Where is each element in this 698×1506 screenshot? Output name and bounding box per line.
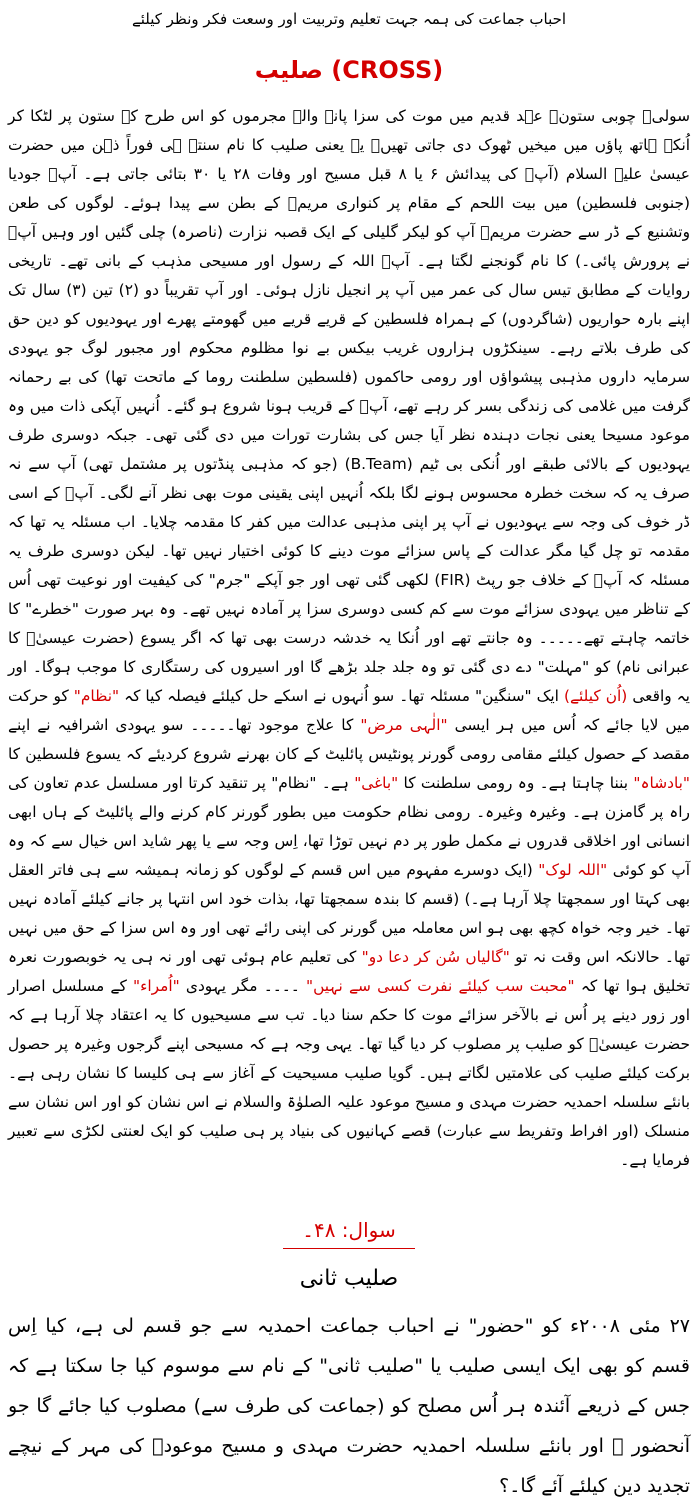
body-paragraph: کی تعلیم عام ہوئی تھی اور نہ ہی یہ خوبصورت نعرہ تخلیق ہوا تھا کہ — [8, 948, 690, 995]
highlight-text: (اُن کیلئے) — [563, 687, 628, 705]
highlight-text: "محبت سب کیلئے نفرت کسی سے نہیں" — [306, 977, 575, 995]
body-paragraph: کے مسلسل اصرار اور زور دینے پر اُس نے بالآخر سزائے موت کا حکم سنا دیا۔ تب سے مسیحیوں کا یہ اعتقاد چلا آرہا ہے کہ حضرت عیسیٰؑ کو صلیب پر مصلوب کر دیا گیا تھا۔ یہی وجہ ہے کہ مسیحی اپنے گرجوں وغیرہ پر حصول برکت کیلئے صلیب کی علامتیں لگاتے ہیں۔ گویا صلیب مسیحیت کے آغاز سے ہی کلیسا کا نشان رہی ہے۔ بانئے سلسلہ احمدیہ حضرت مہدی و مسیح موعود علیہ الصلوٰۃ والسلام نے اس نشان کو اور اس نشان سے منسلک (اور افراط وتفریط سے عبارت) قصے کہانیوں کی بنیاد پر ہی صلیب کو ایک لعنتی لکڑی سے تعبیر فرمایا ہے۔ — [8, 977, 690, 1169]
question-text: ۲۷ مئی ۲۰۰۸ء کو "حضور" نے احباب جماعت احمدیہ سے جو قسم لی ہے، کیا اِس قسم کو بھی ایک ایسی صلیب یا "صلیب ثانی" کے نام سے موسوم کیا جا سکتا ہے کہ جس کے ذریعے آئندہ ہر اُس مصلح کو (جماعت کی طرف سے) مصلوب کیا جائے گا جو آنحضور ﷺ اور بانئے سلسلہ احمدیہ حضرت مہدی و مسیح موعودؑ کی مہر کے نیچے تجدید دین کیلئے آئے گا۔؟ — [8, 1315, 691, 1497]
question-subtitle: صلیب ثانی — [299, 1266, 399, 1291]
body-paragraph: ہے۔ "نظام" پر تنقید کرتا اور مسلسل عدم تعاون کی راہ پر گامزن ہے۔ وغیرہ وغیرہ۔ رومی نظام حکومت میں بطور گورنر کام کرنے والے پائلیٹ کے ہاں ابھی انسانی اور اخلاقی قدروں نے مکمل طور پر دم نہیں توڑا تھا، اِس وجہ سے یا پھر شاید اس خیال سے کہ وہ آپ کو کوئی — [8, 774, 690, 879]
page-header: احباب جماعت کی ہمہ جہت تعلیم وتربیت اور وسعت فکر ونظر کیلئے — [131, 10, 567, 28]
highlight-text: "بادشاہ" — [633, 774, 690, 792]
body-paragraph: کا علاج موجود تھا۔۔۔۔۔ سو یہودی اشرافیہ نے اپنے مقصد کے حصول کیلئے مقامی رومی گورنر پونٹیس پائلیٹ کے کان بھرنے شروع کردیئے کہ یسوع فلسطین کا — [8, 716, 690, 763]
highlight-text: "الٰہی مرض" — [360, 716, 448, 734]
article-title: صلیب (CROSS) — [254, 56, 444, 84]
body-paragraph: ایک "سنگین" مسئلہ تھا۔ سو اُنہوں نے اسکے حل کیلئے فیصلہ کیا کہ — [124, 687, 559, 705]
highlight-text: "گالیاں سُن کر دعا دو" — [361, 948, 510, 966]
highlight-text: "اُمراء" — [133, 977, 180, 995]
highlight-text: "اللہ لوک" — [538, 861, 608, 879]
highlight-text: "باغی" — [354, 774, 399, 792]
question-underline — [283, 1248, 415, 1249]
article-body — [8, 102, 690, 1175]
body-paragraph: بننا چاہتا ہے۔ وہ رومی سلطنت کا — [403, 774, 629, 792]
body-paragraph: (ایک دوسرے مفہوم میں اس قسم کے لوگوں کو زمانہ ہمیشہ سے ہی فاتر العقل بھی کہتا اور سمجھتا چلا آرہا ہے۔) (قسم کا بندہ سمجھتا تھا، بذات خود اس انتہا پر جانے کیلئے آمادہ نہیں تھا۔ خیر وجہ خواہ کچھ بھی ہو اس معاملہ میں گورنر کی اپنی رائے تھی اور وہ اس سزا کے حق میں نہیں تھا۔ حالانکہ اس وقت نہ تو — [8, 861, 690, 966]
body-paragraph: کو حرکت میں لایا جائے کہ اُس میں ہر ایسی — [8, 687, 690, 734]
highlight-text: "نظام" — [73, 687, 120, 705]
body-paragraph: سولی۔ چوبی ستون۔ عہد قدیم میں موت کی سزا پانے والے مجرموں کو اس طرح کے ستون پر لٹکا کر اُنکے ہاتھ پاؤں میں میخیں ٹھوک دی جاتی تھیں۔ یہ یعنی صلیب کا نام سنتے ہی فوراً ذہن میں حضرت عیسیٰ علیہ السلام (آپؑ کی پیدائش ۶ یا ۸ قبل مسیح اور وفات ۲۸ یا ۳۰ بتائی جاتی ہے۔ آپؑ جودیا (جنوبی فلسطین) میں بیت اللحم کے مقام پر کنواری مریمؑ کے بطن سے پیدا ہوئے۔ لوگوں کی طعن وتشنیع کے ڈر سے حضرت مریمؑ آپ کو لیکر گلیلی کے ایک قصبہ نزارت (ناصرہ) چلی گئیں اور وہیں آپؑ نے پرورش پائی۔) کا نام گونجنے لگتا ہے۔ آپؑ اللہ کے رسول اور مسیحی مذہب کے بانی تھے۔ تاریخی روایات کے مطابق تیس سال کی عمر میں آپ پر انجیل نازل ہوئی۔ اور آپ تقریباً دو (۲) تین (۳) سال تک اپنے بارہ حواریوں (شاگردوں) کے ہمراہ فلسطین کے قریے قریے میں گھومتے پھرے اور یہودیوں کو دین حق کی طرف بلاتے رہے۔ سینکڑوں ہزاروں غریب بیکس بے نوا مظلوم محکوم اور مجبور لوگ جو یہودی سرمایہ داروں مذہبی پیشواؤں اور رومی حاکموں (فلسطین سلطنت روما کے ماتحت تھا) کی بے رحمانہ گرفت میں غلامی کی زندگی بسر کر رہے تھے، آپؑ کے قریب ہونا شروع ہو گئے۔ اُنہیں آپکی ذات میں وہ موعود مسیحا یعنی نجات دہندہ نظر آیا جس کی بشارت تورات میں دی گئی تھی۔ جبکہ دوسری طرف یہودیوں کے بالائی طبقے اور اُنکی بی ٹیم (B.Team) (جو کہ مذہبی پنڈتوں پر مشتمل تھی) آپ سے نہ صرف یہ کہ سخت خطرہ محسوس ہونے لگا بلکہ اُنہیں اپنی یقینی موت بھی نظر آنے لگی۔ آپؑ کے اسی ڈر خوف کی وجہ سے یہودیوں نے آپ پر اپنی مذہبی عدالت میں کفر کا مقدمہ چلایا۔ اب مسئلہ یہ تھا کہ مقدمہ تو چل گیا مگر عدالت کے پاس سزائے موت دینے کا کوئی اختیار نہیں تھا۔ لیکن دوسری طرف یہ مسئلہ کہ آپؑ کے خلاف جو رپٹ (FIR) لکھی گئی تھی اور جو آپکے "جرم" کی کیفیت اور نوعیت تھی اُس کے تناظر میں یہودی سزائے موت سے کم کسی دوسری سزا پر آمادہ نہیں تھے۔ وہ بہر صورت "خطرے" کا خاتمہ چاہتے تھے۔۔۔۔۔ وہ جانتے تھے اور اُنکا یہ خدشہ درست بھی تھا کہ اگر یسوع (حضرت عیسیٰؑ کا عبرانی نام) کو "مہلت" دے دی گئی تو وہ جلد جلد بڑھے گا اور اسیروں کی رستگاری کا موجب ہوگا۔ اور یہ واقعی — [8, 107, 691, 705]
question-label: سوال: ۴۸۔ — [302, 1218, 396, 1242]
body-paragraph: ۔۔۔۔ مگر یہودی — [185, 977, 300, 995]
